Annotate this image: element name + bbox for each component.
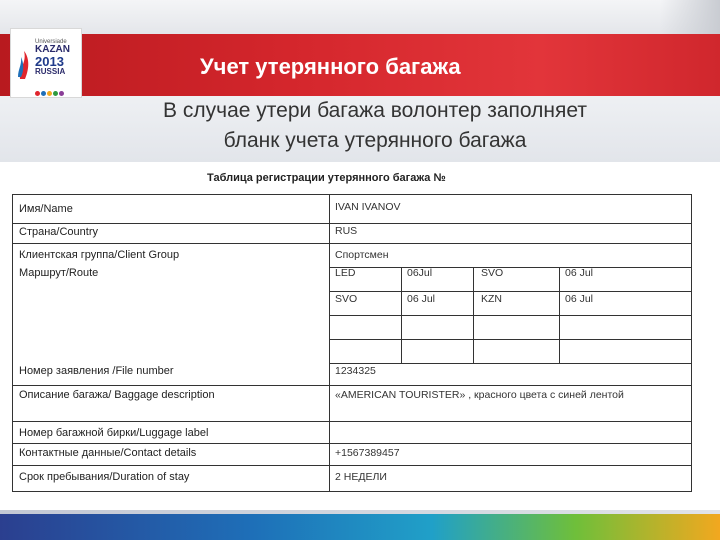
route-cell: SVO — [481, 267, 504, 279]
form-rule — [13, 421, 691, 422]
form-rule — [13, 243, 691, 244]
form-heading: Таблица регистрации утерянного багажа № — [207, 172, 446, 184]
slide-title: Учет утерянного багажа — [200, 54, 461, 79]
luggage-label-label: Номер багажной бирки/Luggage label — [19, 427, 209, 439]
form-rule — [329, 291, 691, 292]
form-rule — [329, 267, 691, 268]
route-cell: 06Jul — [407, 267, 433, 279]
logo-text — [35, 39, 79, 76]
route-column-rule — [473, 267, 474, 363]
subtitle-line-1: В случае утери багажа волонтер заполняет — [163, 99, 587, 122]
logo-line-1: Universiade — [35, 39, 67, 45]
universiade-logo — [10, 28, 82, 98]
file-number-value: 1234325 — [335, 365, 376, 377]
form-rule — [13, 465, 691, 466]
form-rule — [13, 385, 691, 386]
client-group-label: Клиентская группа/Client Group — [19, 249, 180, 261]
contact-details-value: +1567389457 — [335, 447, 400, 459]
form-column-rule — [329, 195, 330, 491]
duration-of-stay-value: 2 НЕДЕЛИ — [335, 471, 387, 483]
client-group-value: Спортсмен — [335, 249, 389, 261]
country-label: Страна/Country — [19, 226, 98, 238]
logo-line-2: KAZAN — [35, 44, 70, 55]
route-cell: LED — [335, 267, 356, 279]
top-header-strip — [0, 0, 720, 34]
duration-of-stay-label: Срок пребывания/Duration of stay — [19, 471, 190, 483]
form-rule — [329, 315, 691, 316]
logo-line-3: 2013 — [35, 54, 64, 69]
route-cell: SVO — [335, 293, 358, 305]
baggage-description-label: Описание багажа/ Baggage description — [19, 389, 215, 401]
route-column-rule — [559, 267, 560, 363]
logo-line-4: RUSSIA — [35, 67, 66, 76]
form-rule — [329, 363, 691, 364]
route-label: Маршрут/Route — [19, 267, 99, 279]
logo-flame-icon — [17, 41, 31, 79]
route-cell: 06 Jul — [565, 267, 594, 279]
subtitle-line-2: бланк учета утерянного багажа — [223, 129, 527, 152]
name-value: IVAN IVANOV — [335, 201, 401, 213]
form-rule — [13, 223, 691, 224]
lost-baggage-form — [12, 194, 692, 492]
bottom-color-bar — [0, 514, 720, 540]
country-value: RUS — [335, 225, 358, 237]
form-rule — [13, 443, 691, 444]
contact-details-label: Контактные данные/Contact details — [19, 447, 197, 459]
baggage-description-value: «AMERICAN TOURISTER» , красного цвета с синей лентой — [335, 389, 624, 401]
name-label: Имя/Name — [19, 203, 73, 215]
slide-subtitle — [60, 96, 690, 156]
route-cell: 06 Jul — [407, 293, 436, 305]
form-rule — [329, 339, 691, 340]
route-column-rule — [401, 267, 402, 363]
route-cell: 06 Jul — [565, 293, 594, 305]
route-cell: KZN — [481, 293, 502, 305]
file-number-label: Номер заявления /File number — [19, 365, 174, 377]
